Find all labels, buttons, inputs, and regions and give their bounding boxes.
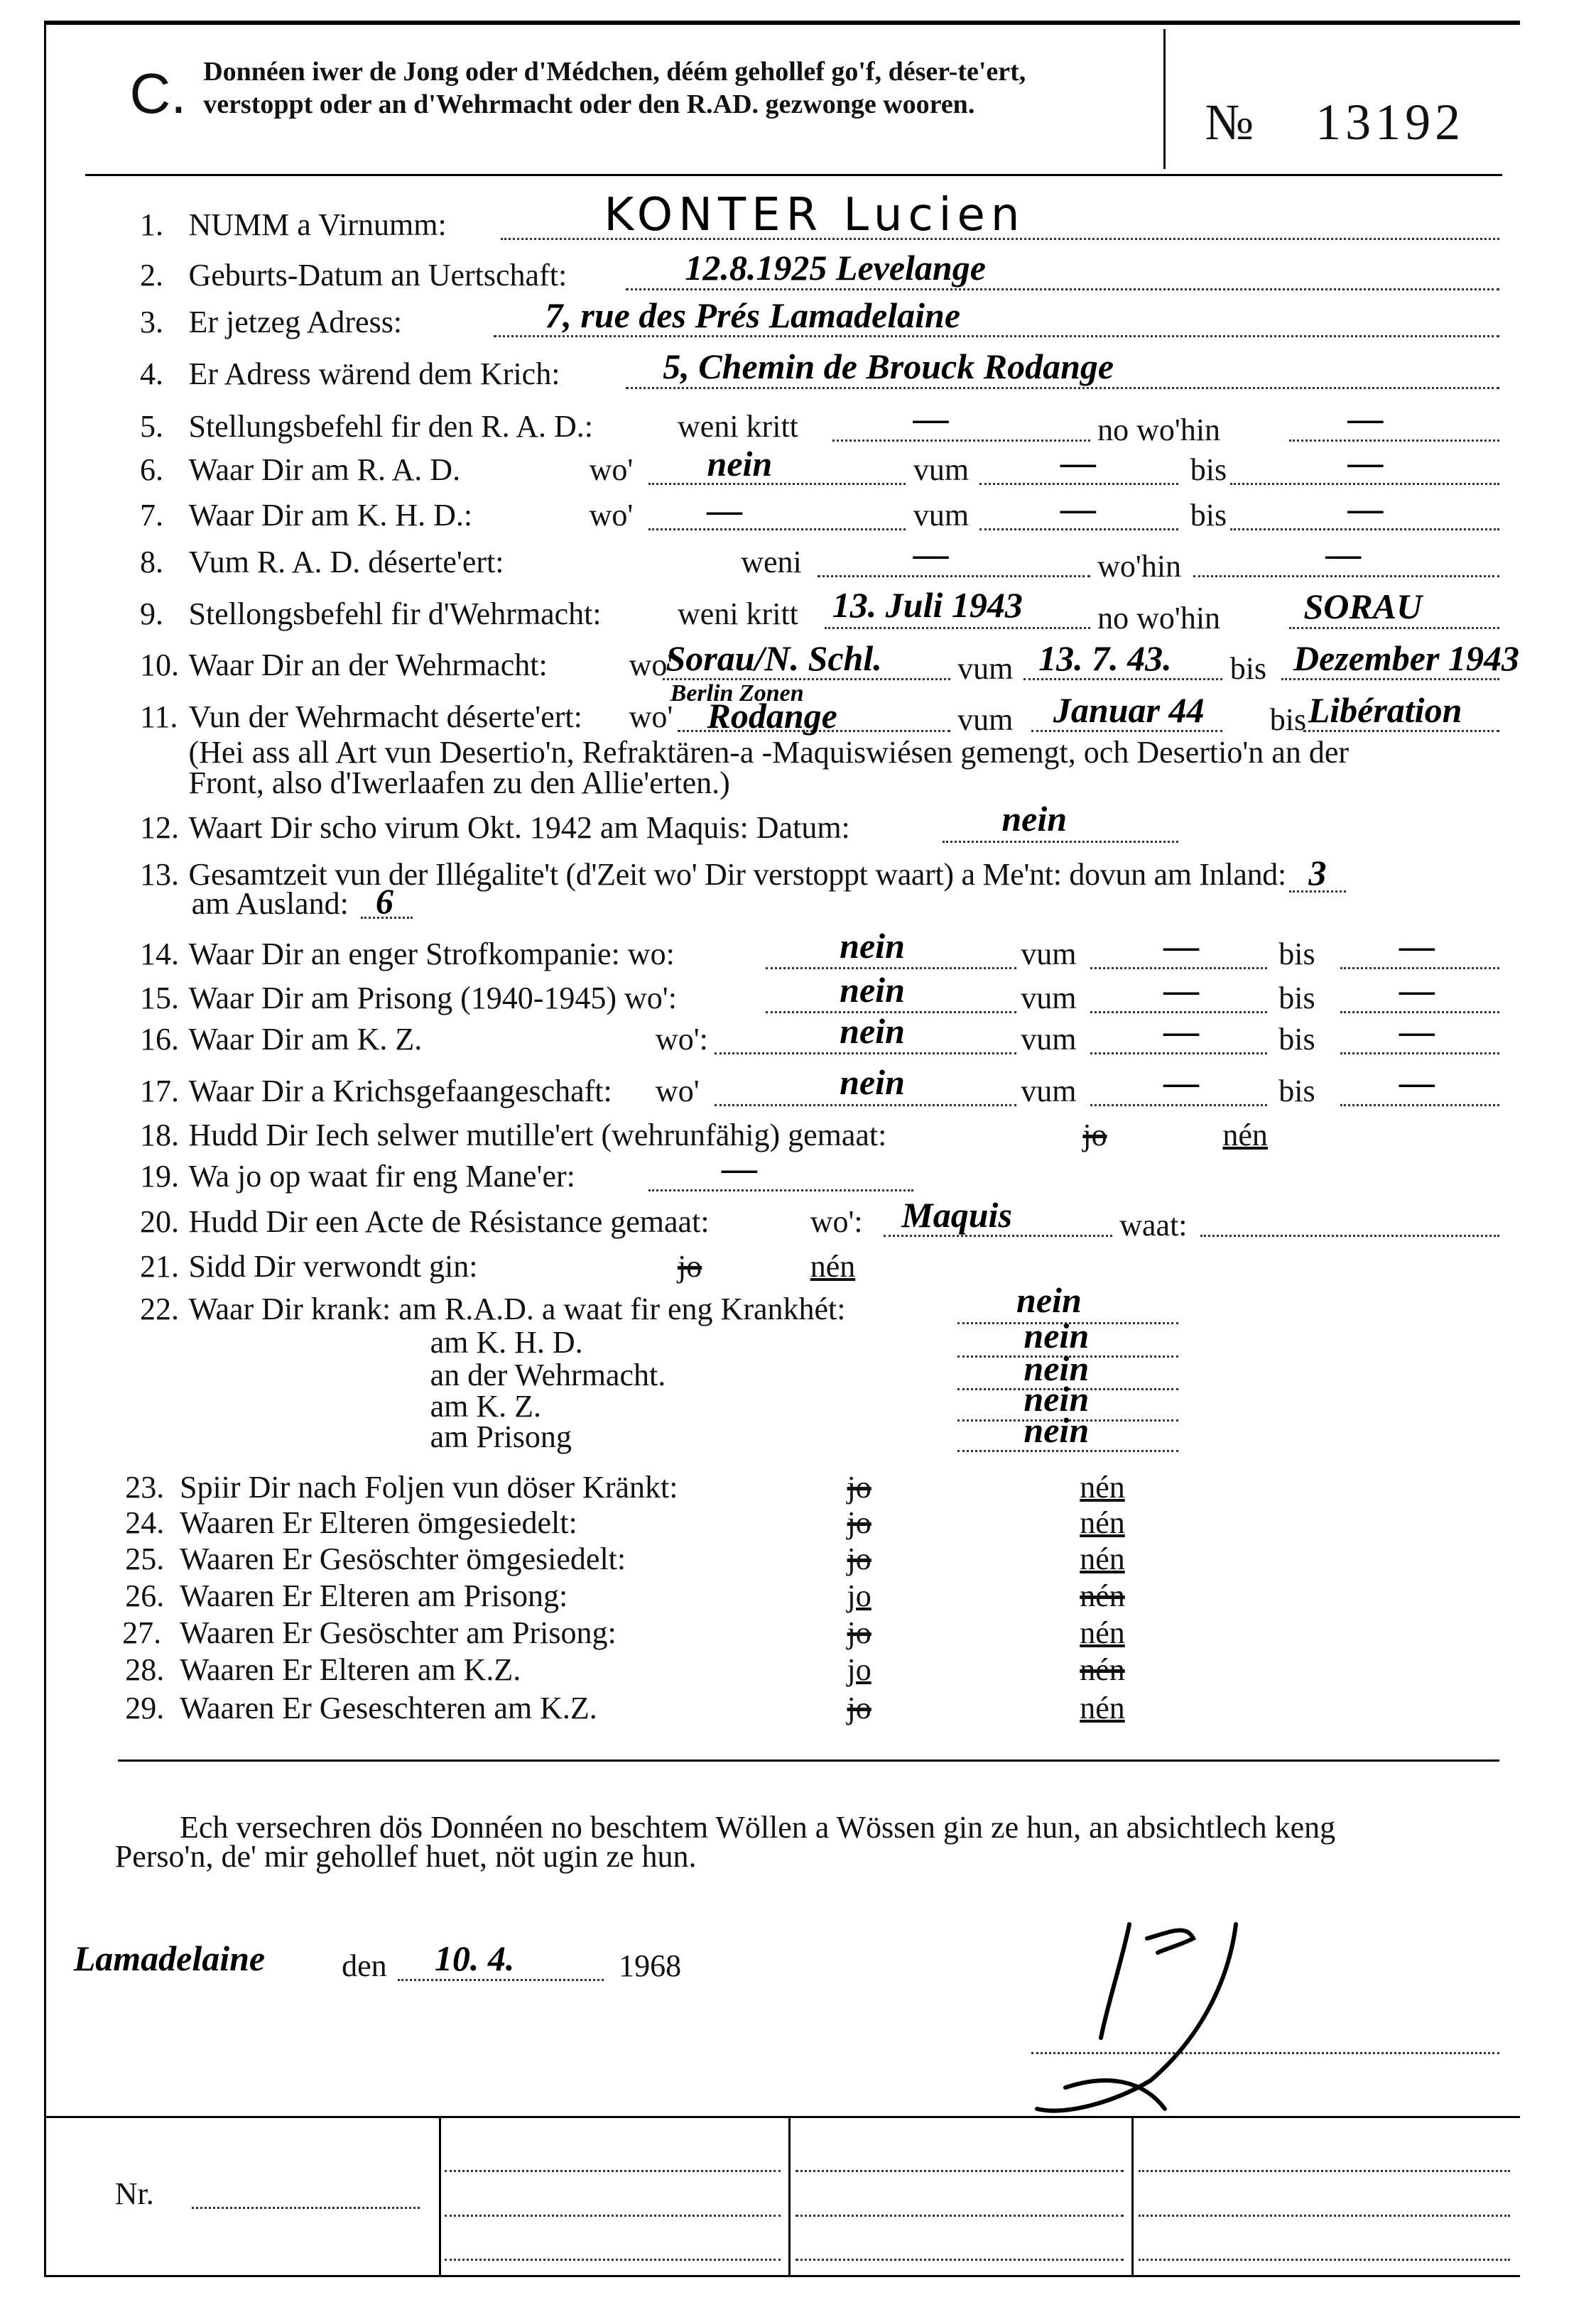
year-text: 1968 xyxy=(619,1948,682,1983)
fill-line xyxy=(715,1104,1016,1106)
question-label: Vun der Wehrmacht déserte'ert: xyxy=(188,699,582,735)
fill-line xyxy=(957,1450,1178,1452)
header-divider xyxy=(1163,29,1166,169)
handwritten-answer[interactable]: — xyxy=(1163,1010,1200,1051)
question-number: 5. xyxy=(140,409,164,444)
handwritten-answer[interactable]: — xyxy=(1163,969,1200,1010)
name-answer[interactable]: KONTER Lucien xyxy=(604,188,1026,241)
question-label: Vum R. A. D. déserte'ert: xyxy=(188,545,504,580)
declaration-text: Ech versechren dös Donnéen no beschtem Wöllen a Wössen gin ze hun, an absichtlech keng xyxy=(180,1809,1336,1845)
fill-line xyxy=(192,2207,420,2209)
birth-answer[interactable]: 12.8.1925 Levelange xyxy=(685,248,986,288)
question-number: 18. xyxy=(140,1118,180,1153)
top-border xyxy=(44,21,1520,25)
field-label: vum xyxy=(1021,981,1077,1016)
bottom-border xyxy=(44,2275,1520,2277)
option-no[interactable]: nén xyxy=(810,1248,856,1284)
handwritten-answer[interactable]: — xyxy=(1347,398,1384,439)
fill-line xyxy=(943,841,1178,843)
fill-line xyxy=(1230,483,1500,485)
inland-answer[interactable]: 3 xyxy=(1308,852,1327,893)
sub-question-label: an der Wehrmacht. xyxy=(430,1358,666,1393)
field-label: wo' xyxy=(655,1073,700,1108)
handwritten-answer[interactable]: nein xyxy=(707,444,773,484)
option-no[interactable]: nén xyxy=(1080,1578,1125,1614)
question-number: 21. xyxy=(140,1248,180,1284)
question-number: 7. xyxy=(140,497,164,533)
question-label: Waar Dir am R. A. D. xyxy=(188,452,461,487)
handwritten-answer[interactable]: SORAU xyxy=(1303,587,1423,627)
question-label: Er jetzeg Adress: xyxy=(188,305,403,340)
question-number: 10. xyxy=(140,648,180,683)
field-label: wo': xyxy=(810,1204,863,1240)
field-label: no wo'hin xyxy=(1097,412,1221,447)
question-label: Waaren Er Elteren am K.Z. xyxy=(180,1652,521,1687)
sub-question-label: am Prisong xyxy=(430,1419,572,1455)
field-label: vum xyxy=(1021,1022,1077,1057)
question-number: 29. xyxy=(125,1690,165,1725)
question-number: 23. xyxy=(125,1469,165,1505)
field-label: bis xyxy=(1190,497,1227,533)
option-no[interactable]: nén xyxy=(1080,1469,1125,1505)
fill-line xyxy=(796,2259,1124,2261)
option-yes[interactable]: jo xyxy=(847,1542,871,1577)
fill-line xyxy=(818,575,1090,577)
fill-line xyxy=(979,528,1178,530)
question-label: Stellungsbefehl fir den R. A. D.: xyxy=(188,409,593,444)
fill-line xyxy=(398,1979,604,1981)
handwritten-answer[interactable]: — xyxy=(1163,1062,1200,1103)
fill-line xyxy=(1023,678,1222,680)
fill-line xyxy=(1340,1052,1499,1054)
handwritten-answer[interactable]: — xyxy=(1060,442,1097,483)
footer-column-divider xyxy=(788,2116,791,2275)
fill-line xyxy=(766,967,1016,969)
field-label: bis xyxy=(1229,650,1267,686)
field-label: wo' xyxy=(629,699,673,735)
handwritten-answer[interactable]: — xyxy=(913,533,949,574)
handwritten-answer[interactable]: Maquis xyxy=(901,1195,1012,1235)
question-number: 26. xyxy=(125,1578,165,1614)
fill-line xyxy=(445,2215,781,2217)
field-label: weni xyxy=(741,545,802,580)
field-label: vum xyxy=(913,452,970,487)
field-label: wo'hin xyxy=(1097,549,1182,584)
field-label: wo' xyxy=(589,452,634,487)
handwritten-answer[interactable]: nein xyxy=(1023,1379,1090,1419)
question-label: Waaren Er Geseschteren am K.Z. xyxy=(180,1690,597,1725)
field-label: am Ausland: xyxy=(191,886,349,922)
fill-line xyxy=(715,1052,1016,1054)
question-label: Waar Dir am K. Z. xyxy=(188,1022,423,1057)
field-label: bis xyxy=(1190,452,1227,487)
header-rule xyxy=(85,174,1502,176)
question-number: 13. xyxy=(140,856,180,892)
fill-line xyxy=(979,483,1178,485)
option-no[interactable]: nén xyxy=(1080,1505,1125,1540)
field-label: vum xyxy=(1021,1073,1077,1108)
handwritten-answer[interactable]: nein xyxy=(840,1062,905,1103)
sub-question-label: am K. Z. xyxy=(430,1388,541,1424)
handwritten-answer[interactable]: — xyxy=(1399,1062,1435,1103)
field-label: weni kritt xyxy=(678,409,798,444)
handwritten-answer[interactable]: — xyxy=(1060,488,1097,528)
question-label: Waaren Er Elteren am Prisong: xyxy=(180,1578,568,1614)
note-text: (Hei ass all Art vun Desertio'n, Refraktären-a -Maquiswiésen gemengt, och Desertio'n an der xyxy=(188,734,1350,770)
question-label: Waar Dir an der Wehrmacht: xyxy=(188,648,548,683)
header-title: Donnéen iwer de Jong oder d'Médchen, déém gehollef go'f, déser-te'ert, verstoppt oder an d'Wehrmacht oder den R.AD. gezwonge wooren. xyxy=(203,56,1026,119)
field-label: bis xyxy=(1278,1022,1315,1057)
fill-line xyxy=(796,2170,1124,2172)
handwritten-answer[interactable]: — xyxy=(913,398,949,439)
question-label: Wa jo op waat fir eng Mane'er: xyxy=(188,1159,575,1194)
handwritten-answer[interactable]: nein xyxy=(1023,1409,1090,1450)
q13-line xyxy=(188,852,1345,893)
question-label: Sidd Dir verwondt gin: xyxy=(188,1248,478,1284)
question-number: 22. xyxy=(140,1291,180,1326)
question-label: Er Adress wärend dem Krich: xyxy=(188,356,560,391)
question-label: Geburts-Datum an Uertschaft: xyxy=(188,257,568,293)
option-no[interactable]: nén xyxy=(1222,1118,1268,1153)
handwritten-answer[interactable]: Libération xyxy=(1308,689,1462,730)
question-number: 17. xyxy=(140,1073,180,1108)
fill-line xyxy=(626,288,1499,290)
field-label: vum xyxy=(913,497,970,533)
question-label: Waaren Er Elteren ömgesiedelt: xyxy=(180,1505,577,1540)
handwritten-answer[interactable]: nein xyxy=(840,925,905,966)
fill-line xyxy=(1230,528,1500,530)
handwritten-answer[interactable]: Januar 44 xyxy=(1053,689,1205,730)
field-label: vum xyxy=(957,650,1014,686)
handwritten-answer[interactable]: Sorau/N. Schl. xyxy=(666,638,882,679)
handwritten-answer[interactable]: Dezember 1943 xyxy=(1293,638,1519,679)
handwritten-answer[interactable]: nein xyxy=(1023,1316,1090,1356)
sub-question-label: am K. H. D. xyxy=(430,1325,583,1360)
fill-line xyxy=(648,483,906,485)
nr-label: Nr. xyxy=(114,2176,154,2212)
left-border xyxy=(44,21,46,2276)
handwritten-answer[interactable]: nein xyxy=(840,1010,905,1051)
fill-line xyxy=(1281,678,1499,680)
handwritten-answer[interactable]: — xyxy=(1399,1010,1435,1051)
footer-column-divider xyxy=(1131,2116,1134,2275)
handwritten-answer[interactable]: nein xyxy=(840,969,905,1010)
question-number: 6. xyxy=(140,452,164,487)
question-label: Gesamtzeit vun der Illégalite't (d'Zeit wo' Dir verstoppt waart) a Me'nt: dovun am Inland: xyxy=(188,856,1286,892)
handwritten-answer[interactable]: — xyxy=(1325,533,1362,574)
field-label: vum xyxy=(957,702,1014,738)
question-number: 16. xyxy=(140,1022,180,1057)
fill-line xyxy=(1340,1104,1499,1106)
field-label: wo': xyxy=(655,1022,708,1057)
date-answer[interactable]: 10. 4. xyxy=(434,1938,515,1979)
war-address-answer[interactable]: 5, Chemin de Brouck Rodange xyxy=(663,347,1114,387)
handwritten-answer[interactable]: — xyxy=(1347,442,1384,483)
question-number: 11. xyxy=(140,699,178,735)
field-label: wo' xyxy=(629,648,673,683)
option-no[interactable]: nén xyxy=(1080,1615,1125,1651)
option-yes[interactable]: jo xyxy=(847,1505,871,1540)
field-label: weni kritt xyxy=(678,596,798,631)
address-answer[interactable]: 7, rue des Prés Lamadelaine xyxy=(545,295,961,335)
fill-line xyxy=(1090,967,1267,969)
option-no[interactable]: nén xyxy=(1080,1542,1125,1577)
handwritten-answer[interactable]: nein xyxy=(1001,799,1068,839)
section-divider xyxy=(118,1760,1499,1762)
fill-line xyxy=(626,387,1499,389)
question-number: 15. xyxy=(140,981,180,1016)
question-number: 14. xyxy=(140,936,180,971)
option-yes[interactable]: jo xyxy=(1082,1118,1107,1153)
handwritten-answer[interactable]: — xyxy=(1399,925,1435,966)
question-number: 24. xyxy=(125,1505,165,1540)
handwritten-answer[interactable]: — xyxy=(1347,488,1384,528)
fill-line xyxy=(1193,575,1499,577)
fill-line xyxy=(884,1235,1112,1237)
handwritten-answer[interactable]: — xyxy=(1399,969,1435,1010)
question-label: Waar Dir am Prisong (1940-1945) wo': xyxy=(188,981,677,1016)
question-number: 28. xyxy=(125,1652,165,1687)
number-symbol: № xyxy=(1205,93,1259,151)
question-label: Waar Dir krank: am R.A.D. a waat fir eng Krankhét: xyxy=(188,1291,846,1326)
question-number: 25. xyxy=(125,1542,165,1577)
question-label: Waar Dir an enger Strofkompanie: wo: xyxy=(188,936,675,971)
handwritten-answer[interactable]: — xyxy=(1163,925,1200,966)
question-number: 27. xyxy=(122,1615,162,1651)
question-label: Stellongsbefehl fir d'Wehrmacht: xyxy=(188,596,602,631)
form-number: 13192 xyxy=(1315,93,1465,151)
question-label: Hudd Dir een Acte de Résistance gemaat: xyxy=(188,1204,710,1240)
handwritten-answer[interactable]: nein xyxy=(1016,1280,1082,1321)
question-label: Waar Dir a Krichsgefaangeschaft: xyxy=(188,1073,612,1108)
question-number: 1. xyxy=(140,207,164,243)
option-yes[interactable]: jo xyxy=(847,1578,871,1614)
field-label: wo' xyxy=(589,497,634,533)
option-no[interactable]: nén xyxy=(1080,1690,1125,1725)
question-number: 20. xyxy=(140,1204,180,1240)
fill-line xyxy=(1289,627,1500,629)
option-yes[interactable]: jo xyxy=(847,1652,871,1687)
handwritten-answer[interactable]: 6 xyxy=(375,881,393,922)
fill-line xyxy=(1340,967,1499,969)
fill-line xyxy=(1090,1052,1267,1054)
fill-line xyxy=(1289,440,1500,442)
fill-line xyxy=(648,528,906,530)
declaration-text: Perso'n, de' mir gehollef huet, nöt ugin ze hun. xyxy=(114,1839,697,1875)
question-number: 12. xyxy=(140,809,180,845)
fill-line xyxy=(494,335,1500,337)
fill-line xyxy=(1139,2259,1510,2261)
handwritten-answer[interactable]: 13. 7. 43. xyxy=(1038,638,1172,679)
option-yes[interactable]: jo xyxy=(678,1248,702,1284)
question-number: 2. xyxy=(140,257,164,293)
fill-line xyxy=(1303,730,1499,732)
fill-line xyxy=(1139,2215,1510,2217)
question-label: Spiir Dir nach Foljen vun döser Kränkt: xyxy=(180,1469,678,1505)
inland-fill xyxy=(1289,852,1346,893)
question-number: 4. xyxy=(140,356,164,391)
fill-line xyxy=(445,2259,781,2261)
field-label: bis xyxy=(1269,702,1307,738)
fill-line xyxy=(1031,730,1223,732)
fill-line xyxy=(825,627,1090,629)
fill-line xyxy=(796,2215,1124,2217)
fill-line xyxy=(445,2170,781,2172)
field-label: bis xyxy=(1278,936,1315,971)
handwritten-answer[interactable]: — xyxy=(722,1147,758,1188)
question-label: Waaren Er Gesöschter am Prisong: xyxy=(180,1615,617,1651)
fill-line xyxy=(832,440,1090,442)
field-label: bis xyxy=(1278,981,1315,1016)
question-number: 19. xyxy=(140,1159,180,1194)
note-text: Front, also d'Iwerlaafen zu den Allie'erten.) xyxy=(188,765,730,801)
place-answer[interactable]: Lamadelaine xyxy=(73,1938,266,1979)
question-label: Waart Dir scho virum Okt. 1942 am Maquis: Datum: xyxy=(188,809,850,845)
field-label: no wo'hin xyxy=(1097,601,1221,636)
option-yes[interactable]: jo xyxy=(847,1690,871,1725)
footer-column-divider xyxy=(439,2116,441,2275)
handwritten-answer[interactable]: 13. Juli 1943 xyxy=(832,585,1023,626)
question-number: 3. xyxy=(140,305,164,340)
question-number: 9. xyxy=(140,596,164,631)
handwritten-answer[interactable]: Rodange xyxy=(707,695,837,736)
option-yes[interactable]: jo xyxy=(847,1615,871,1651)
fill-line xyxy=(1200,1235,1499,1237)
handwritten-answer[interactable]: — xyxy=(707,489,743,530)
field-label: bis xyxy=(1278,1073,1315,1108)
question-label: NUMM a Virnumm: xyxy=(188,207,447,243)
field-label: den xyxy=(342,1948,387,1983)
question-number: 8. xyxy=(140,545,164,580)
question-label: Hudd Dir Iech selwer mutille'ert (wehrunfähig) gemaat: xyxy=(188,1118,887,1153)
handwritten-note[interactable]: Berlin Zonen xyxy=(670,680,804,707)
fill-line xyxy=(1139,2170,1510,2172)
option-no[interactable]: nén xyxy=(1080,1652,1125,1687)
option-yes[interactable]: jo xyxy=(847,1469,871,1505)
question-label: Waar Dir am K. H. D.: xyxy=(188,497,473,533)
field-label: vum xyxy=(1021,936,1077,971)
question-label: Waaren Er Gesöschter ömgesiedelt: xyxy=(180,1542,626,1577)
signature xyxy=(1023,1896,1321,2123)
handwritten-answer[interactable]: nein xyxy=(1023,1348,1090,1388)
fill-line xyxy=(648,1189,913,1191)
section-letter: C. xyxy=(129,62,187,126)
field-label: waat: xyxy=(1119,1207,1188,1243)
fill-line xyxy=(1090,1104,1267,1106)
